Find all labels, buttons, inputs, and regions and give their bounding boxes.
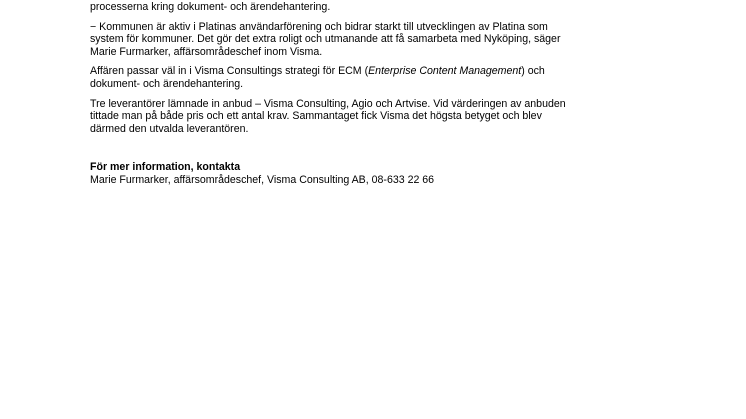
paragraph-tender: [90, 98, 690, 136]
text-line: system för kommuner. Det gör det extra roligt och utmanande att få samarbeta med Nyköping, säger: [90, 33, 561, 46]
paragraph-strategy: [90, 65, 690, 90]
contact-heading: För mer information, kontakta: [90, 161, 241, 174]
text-line: därmed den utvalda leverantören.: [90, 122, 249, 135]
contact-block: [90, 161, 690, 186]
text-fragment: Affären passar väl in i Visma Consultings strategi för ECM (: [90, 65, 369, 78]
text-line: processerna kring dokument- och ärendehantering.: [90, 1, 331, 13]
document-page: [90, 0, 690, 187]
paragraph-quote: [90, 21, 690, 59]
contact-details: Marie Furmarker, affärsområdeschef, Visma Consulting AB, 08-633 22 66: [90, 173, 435, 186]
text-line: dokument- och ärendehantering.: [90, 77, 244, 90]
text-fragment: ) och: [521, 65, 545, 78]
text-line: Tre leverantörer lämnade in anbud – Visma Consulting, Agio och Artvise. Vid värderingen av anbuden: [90, 97, 566, 110]
paragraph-intro-end: [90, 1, 690, 14]
text-line: − Kommunen är aktiv i Platinas användarförening och bidrar starkt till utvecklingen av Platina som: [90, 20, 548, 33]
italic-term: Enterprise Content Management: [368, 65, 522, 78]
text-line: tittade man på både pris och ett antal krav. Sammantaget fick Visma det högsta betyget och blev: [90, 110, 542, 123]
text-line: Marie Furmarker, affärsområdeschef inom Visma.: [90, 45, 323, 58]
